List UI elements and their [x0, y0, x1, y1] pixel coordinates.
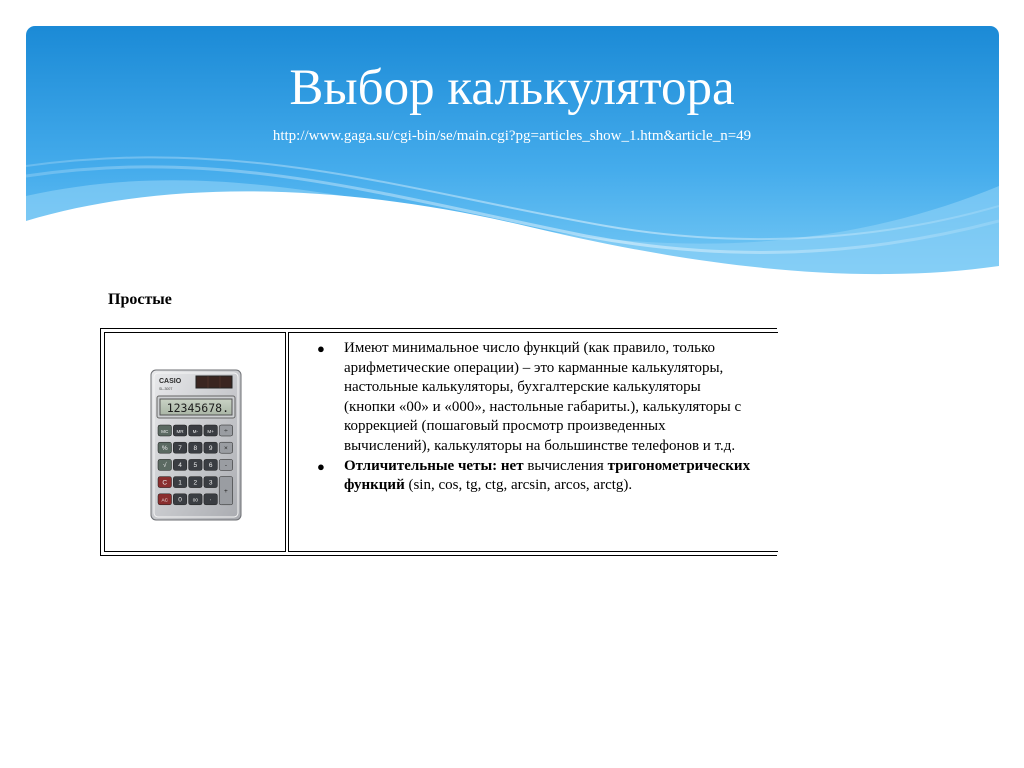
- svg-text:SL-300T: SL-300T: [159, 387, 173, 391]
- calculator-key-label: %: [161, 445, 168, 452]
- calculator-key-label: 7: [178, 445, 182, 452]
- source-url: http://www.gaga.su/cgi-bin/se/main.cgi?pg=articles_show_1.htm&article_n=49: [272, 128, 752, 144]
- calculator-key-label: ·: [209, 496, 212, 504]
- info-table: [100, 328, 777, 556]
- svg-text:12345678.: 12345678.: [166, 401, 229, 415]
- calculator-key-label: AC: [161, 497, 168, 503]
- slide-title: Выбор калькулятора: [289, 60, 735, 116]
- image-cell: [104, 332, 286, 552]
- calculator-key-label: 1: [178, 479, 182, 487]
- calculator-key-label: 2: [193, 479, 198, 487]
- list-item: [317, 339, 755, 457]
- calculator-key-label: 00: [192, 497, 198, 503]
- feature-list: [317, 339, 755, 496]
- calculator-key-label: 5: [193, 462, 198, 470]
- calculator-key-label: ÷: [224, 427, 228, 435]
- description-cell: [288, 332, 778, 552]
- feature-text: Имеют минимальное число функций (как правило, только арифметические операции) – это карманные калькуляторы, настольные калькуляторы, бухгалтерские калькуляторы (кнопки «00» и «000», настольные габариты.), калькуляторы с коррекцией (пошаговый просмотр произведенных вычислений), калькуляторы на большинстве телефонов и т.д.: [344, 340, 742, 454]
- calculator-key-label: 9: [208, 445, 213, 452]
- calculator-key-label: M+: [207, 428, 214, 434]
- calculator-key-label: M-: [192, 428, 199, 434]
- feature-heading: Отличительные четы: нет: [344, 457, 524, 474]
- calculator-key-label: 6: [208, 462, 213, 470]
- feature-text: вычисления: [523, 457, 608, 474]
- calculator-image: [150, 369, 242, 521]
- calculator-key-label: √: [162, 462, 167, 470]
- calculator-key-label: C: [162, 479, 168, 487]
- calculator-key-label: ×: [224, 445, 228, 452]
- svg-text:CASIO: CASIO: [159, 378, 182, 385]
- calculator-key-label: +: [224, 488, 228, 495]
- feature-text: (sin, cos, tg, ctg, arcsin, arcos, arctg).: [404, 477, 633, 494]
- bullet-icon: ●: [317, 458, 325, 474]
- calculator-key-label: MR: [176, 428, 184, 434]
- section-label: Простые: [108, 291, 172, 308]
- list-item: [317, 457, 755, 496]
- calculator-key-label: 0: [178, 496, 182, 504]
- calculator-key-label: 3: [208, 479, 213, 487]
- calculator-key-label: 8: [193, 445, 198, 452]
- bullet-icon: ●: [317, 341, 325, 356]
- calculator-key-label: MC: [161, 428, 169, 434]
- calculator-key-label: 4: [178, 462, 182, 470]
- feature-highlight: тригонометрических функций: [344, 457, 751, 494]
- calculator-key-label: -: [224, 462, 228, 470]
